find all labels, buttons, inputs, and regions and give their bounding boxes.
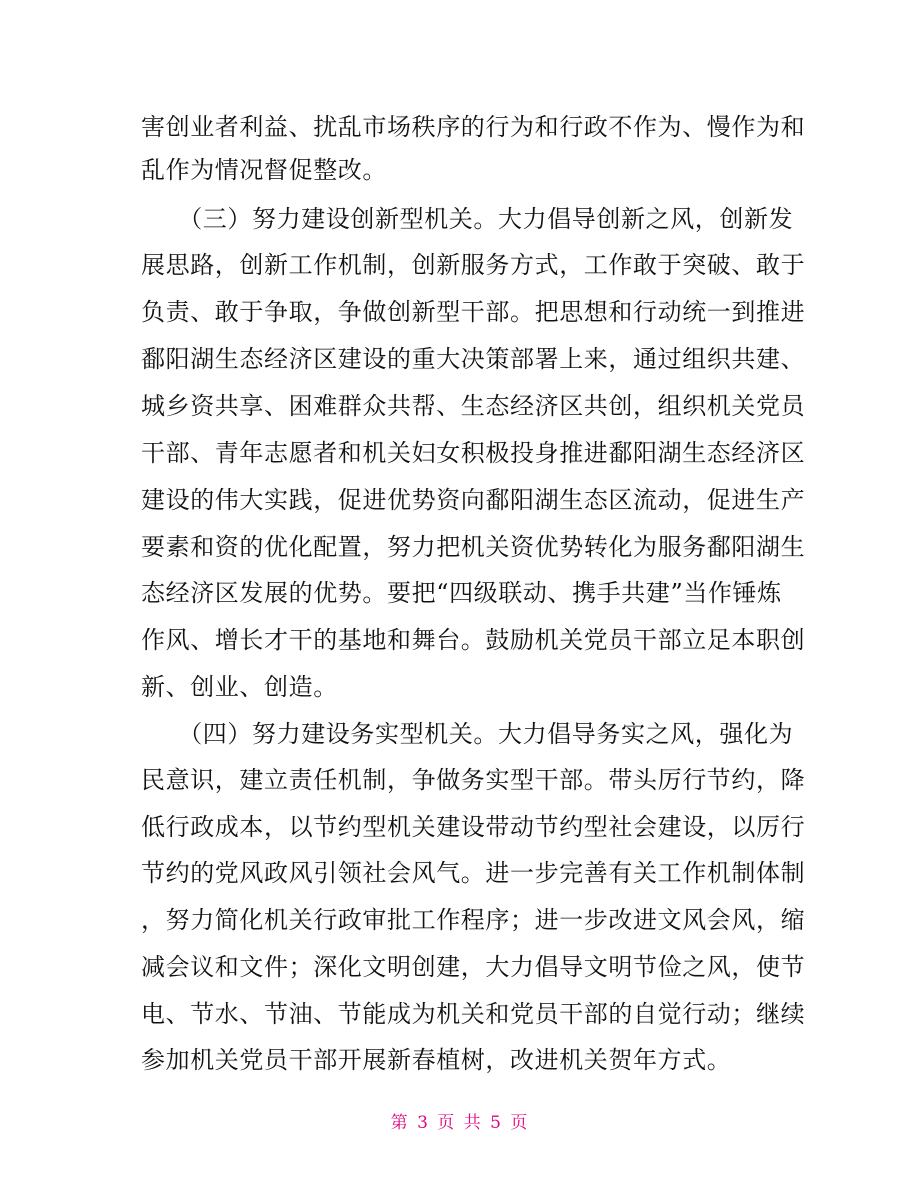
text-line: 干部、青年志愿者和机关妇女积极投身推进鄱阳湖生态经济区: [141, 439, 806, 467]
text-line: 害创业者利益、扰乱市场秩序的行为和行政不作为、慢作为和: [141, 113, 806, 141]
text-line: 低行政成本，以节约型机关建设带动节约型社会建设，以厉行: [141, 813, 806, 841]
text-line: 展思路，创新工作机制，创新服务方式，工作敢于突破、敢于: [141, 251, 806, 279]
text-line: 减会议和文件；深化文明创建，大力倡导文明节俭之风，使节: [141, 953, 806, 981]
text-line: 鄱阳湖生态经济区建设的重大决策部署上来，通过组织共建、: [141, 345, 806, 373]
text-line: 电、节水、节油、节能成为机关和党员干部的自觉行动；继续: [141, 1000, 806, 1028]
text-line: 建设的伟大实践，促进优势资向鄱阳湖生态区流动，促进生产: [141, 486, 806, 514]
text-line: 新、创业、创造。: [141, 673, 338, 701]
text-line: ，努力简化机关行政审批工作程序；进一步改进文风会风，缩: [141, 906, 806, 934]
text-line: 作风、增长才干的基地和舞台。鼓励机关党员干部立足本职创: [141, 626, 806, 654]
text-line: 要素和资的优化配置，努力把机关资优势转化为服务鄱阳湖生: [141, 533, 806, 561]
text-line: 乱作为情况督促整改。: [141, 156, 387, 184]
text-line: 负责、敢于争取，争做创新型干部。把思想和行动统一到推进: [141, 298, 806, 326]
text-line: 态经济区发展的优势。要把“四级联动、携手共建”当作锤炼: [141, 579, 782, 607]
text-line: 城乡资共享、困难群众共帮、生态经济区共创，组织机关党员: [141, 392, 806, 420]
text-line: （四）努力建设务实型机关。大力倡导务实之风，强化为: [141, 720, 794, 748]
text-line: 节约的党风政风引领社会风气。进一步完善有关工作机制体制: [141, 859, 806, 887]
page-number: 第 3 页 共 5 页: [390, 1113, 530, 1133]
text-line: 民意识，建立责任机制，争做务实型干部。带头厉行节约，降: [141, 766, 806, 794]
text-line: 参加机关党员干部开展新春植树，改进机关贺年方式。: [141, 1046, 732, 1074]
text-line: （三）努力建设创新型机关。大力倡导创新之风，创新发: [141, 205, 794, 233]
